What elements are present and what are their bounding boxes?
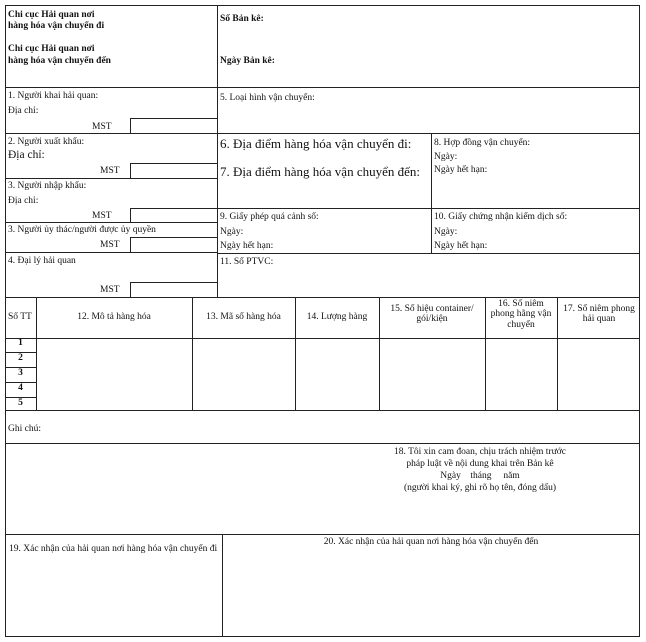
col-header-no: Số TT xyxy=(8,312,32,322)
importer-address[interactable]: Địa chỉ: xyxy=(8,196,39,206)
col-header-hs-code: 13. Mã số hàng hóa xyxy=(206,312,281,322)
col-header-description: 12. Mô tả hàng hóa xyxy=(77,312,151,322)
divider xyxy=(5,87,640,88)
agent-tax-label: MST xyxy=(100,285,120,295)
list-number-label[interactable]: Số Bản kê: xyxy=(220,14,264,24)
contract-label[interactable]: 8. Hợp đồng vận chuyển: xyxy=(434,138,531,148)
declarant-tax-label: MST xyxy=(92,122,112,132)
authorized-label: 3. Người ủy thác/người được ủy quyền xyxy=(8,225,156,235)
divider xyxy=(222,534,223,637)
declaration-date: Ngày tháng năm xyxy=(440,471,520,481)
list-date-label[interactable]: Ngày Bản kê: xyxy=(220,56,275,66)
divider xyxy=(5,338,640,339)
transit-permit-expiry[interactable]: Ngày hết hạn: xyxy=(220,241,274,251)
transit-permit-date[interactable]: Ngày: xyxy=(220,227,244,237)
col-header-container: 15. Số hiệu container/ gói/kiện xyxy=(390,304,474,325)
col-header-quantity: 14. Lượng hàng xyxy=(306,312,368,322)
importer-tax-field[interactable] xyxy=(130,208,217,222)
declarant-label: 1. Người khai hải quan: xyxy=(8,91,99,101)
table-row[interactable]: 3 xyxy=(5,368,36,383)
divider xyxy=(5,410,640,411)
authorized-tax-label: MST xyxy=(100,240,120,250)
divider xyxy=(379,297,380,410)
from-office-line2: hàng hóa vận chuyển đi xyxy=(8,21,105,31)
confirm-to-label[interactable]: 20. Xác nhận của hải quan nơi hàng hóa vận chuyển đến xyxy=(323,537,539,547)
table-row-numbers xyxy=(5,338,36,412)
declaration-block xyxy=(380,446,580,494)
divider xyxy=(5,443,640,444)
quarantine-date[interactable]: Ngày: xyxy=(434,227,458,237)
dest-place-label[interactable]: 7. Địa điểm hàng hóa vận chuyển đến: xyxy=(220,164,420,179)
exporter-tax-label: MST xyxy=(100,166,120,176)
contract-date[interactable]: Ngày: xyxy=(434,152,458,162)
declarant-address[interactable]: Địa chỉ: xyxy=(8,106,39,116)
divider xyxy=(431,133,432,253)
col-header-customs-seal: 17. Số niêm phong hải quan xyxy=(563,304,635,325)
agent-label: 4. Đại lý hải quan xyxy=(8,256,76,266)
table-row[interactable]: 5 xyxy=(18,398,23,408)
divider xyxy=(5,534,640,535)
to-office-line1: Chi cục Hải quan nơi xyxy=(8,44,95,54)
divider xyxy=(5,297,640,298)
col-header-carrier-seal: 16. Số niêm phong hãng vận chuyển xyxy=(490,299,552,330)
divider xyxy=(217,5,218,87)
importer-tax-label: MST xyxy=(92,211,112,221)
origin-place-label[interactable]: 6. Địa điểm hàng hóa vận chuyển đi: xyxy=(220,136,412,151)
exporter-label: 2. Người xuất khẩu: xyxy=(8,137,85,147)
vehicle-label[interactable]: 11. Số PTVC: xyxy=(220,257,274,267)
divider xyxy=(5,252,217,253)
divider xyxy=(217,253,640,254)
exporter-tax-field[interactable] xyxy=(130,163,217,178)
divider xyxy=(5,133,217,134)
authorized-tax-field[interactable] xyxy=(130,237,217,252)
notes-label[interactable]: Ghi chú: xyxy=(8,424,41,434)
quarantine-label[interactable]: 10. Giấy chứng nhận kiểm dịch số: xyxy=(434,212,568,222)
confirm-from-label[interactable]: 19. Xác nhận của hải quan nơi hàng hóa vận chuyển đi xyxy=(9,544,218,554)
table-row[interactable]: 2 xyxy=(5,353,36,368)
divider xyxy=(5,178,217,179)
declarant-tax-field[interactable] xyxy=(130,118,217,133)
to-office-line2: hàng hóa vận chuyển đến xyxy=(8,56,111,66)
table-row[interactable]: 1 xyxy=(5,338,36,353)
agent-tax-field[interactable] xyxy=(130,282,217,297)
divider xyxy=(217,133,640,134)
divider xyxy=(217,208,640,209)
transport-type-label[interactable]: 5. Loại hình vận chuyển: xyxy=(220,93,315,103)
from-office-line1: Chi cục Hải quan nơi xyxy=(8,10,95,20)
divider xyxy=(485,297,486,410)
declaration-sign: (người khai ký, ghi rõ họ tên, đóng dấu) xyxy=(403,483,557,493)
exporter-address[interactable]: Địa chỉ: xyxy=(8,149,45,161)
transit-permit-label[interactable]: 9. Giấy phép quá cảnh số: xyxy=(220,212,319,222)
divider xyxy=(217,87,218,297)
table-row[interactable]: 4 xyxy=(5,383,36,398)
importer-label: 3. Người nhập khẩu: xyxy=(8,181,87,191)
quarantine-expiry[interactable]: Ngày hết hạn: xyxy=(434,241,488,251)
declaration-line1: 18. Tôi xin cam đoan, chịu trách nhiệm trước xyxy=(394,447,566,457)
divider xyxy=(5,222,217,223)
declaration-line2: pháp luật về nội dung khai trên Bản kê xyxy=(406,459,554,469)
contract-expiry[interactable]: Ngày hết hạn: xyxy=(434,165,488,175)
